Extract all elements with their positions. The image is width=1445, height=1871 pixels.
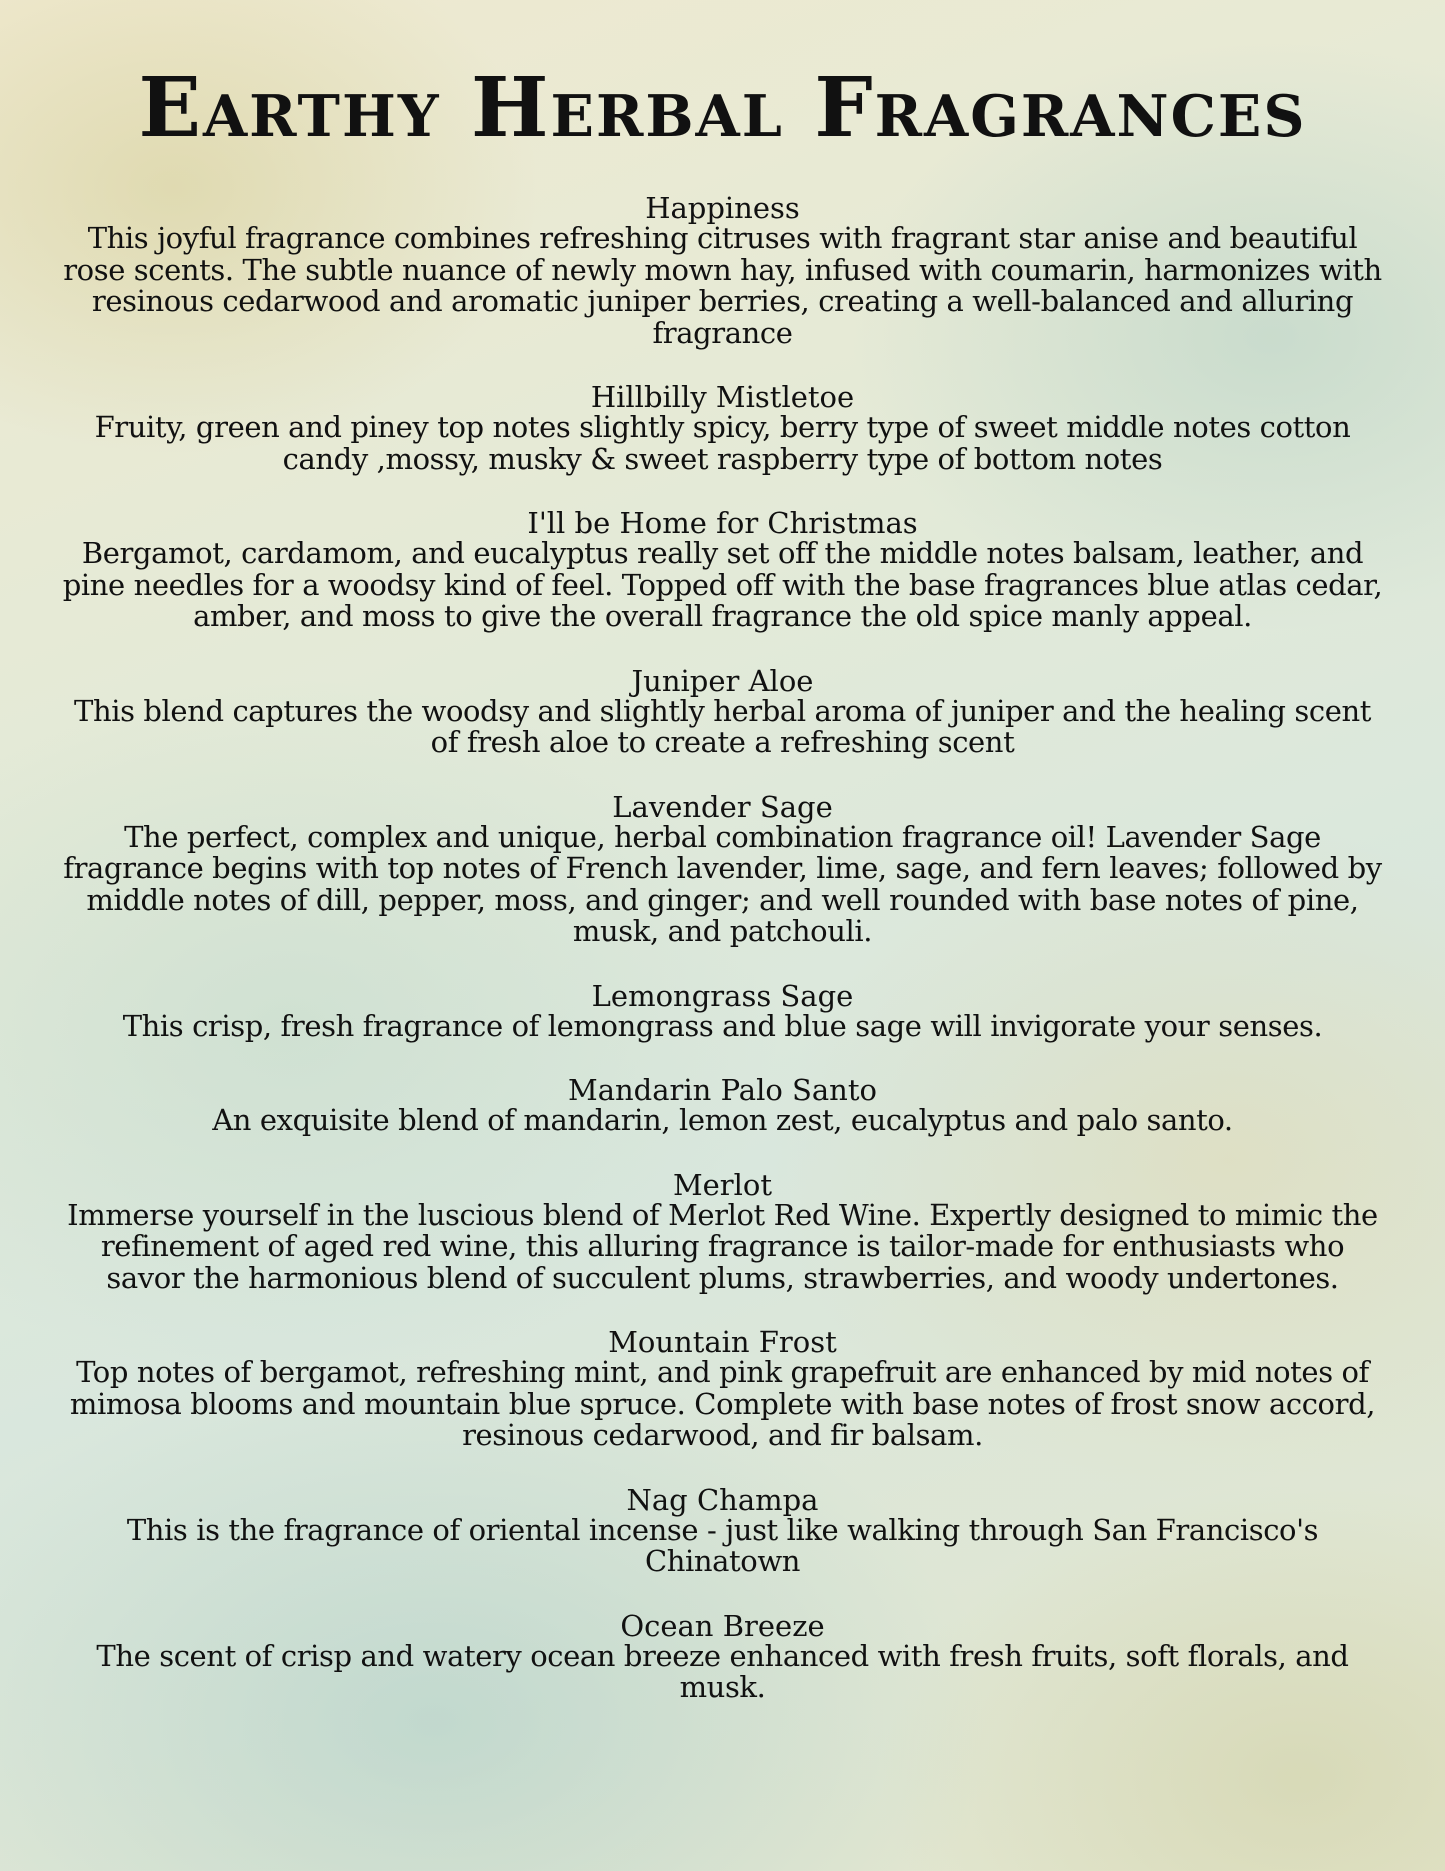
fragrance-description: This blend captures the woodsy and slightly herbal aroma of juniper and the healing scent of fresh aloe to create a refreshing scent: [74, 693, 1371, 759]
fragrance-description: This crisp, fresh fragrance of lemongrass and blue sage will invigorate your senses.: [122, 1008, 1323, 1043]
fragrance-name: Hillbilly Mistletoe: [590, 380, 855, 414]
fragrance-name: Lavender Sage: [612, 789, 833, 824]
fragrance-name: Ocean Breeze: [620, 1608, 825, 1643]
fragrance-list: [60, 193, 1385, 1737]
fragrance-entry: [60, 1167, 1385, 1295]
fragrance-name: I'll be Home for Christmas: [527, 506, 918, 540]
fragrance-name: Nag Champa: [626, 1482, 819, 1517]
fragrance-entry: [60, 978, 1385, 1043]
fragrance-description: Fruity, green and piney top notes slightly spicy, berry type of sweet middle notes cotton candy ,mossy, musky & sweet raspberry type of bottom notes: [94, 410, 1351, 476]
fragrance-name: Happiness: [645, 191, 800, 225]
fragrance-name: Mountain Frost: [608, 1325, 837, 1359]
fragrance-description: This is the fragrance of oriental incense - just like walking through San Francisco's Chinatown: [126, 1512, 1319, 1578]
fragrance-entry: [60, 382, 1385, 475]
fragrance-name: Lemongrass Sage: [591, 978, 854, 1013]
fragrance-entry: [60, 1482, 1385, 1578]
fragrance-description: Top notes of bergamot, refreshing mint, and pink grapefruit are enhanced by mid notes of mimosa blooms and mountain blue spruce. Complete with base notes of frost snow accord, resinous cedarwood, and fir balsam.: [69, 1355, 1376, 1452]
fragrance-entry: [60, 1608, 1385, 1704]
fragrance-name: Mandarin Palo Santo: [568, 1073, 877, 1107]
fragrance-description: This joyful fragrance combines refreshing citruses with fragrant star anise and beautiful rose scents. The subtle nuance of newly mown hay, infused with coumarin, harmonizes with resinous cedarwood and aromatic juniper berries, creating a well-balanced and alluring fragrance: [63, 221, 1382, 350]
fragrance-entry: [60, 193, 1385, 349]
fragrance-name: Juniper Aloe: [631, 663, 814, 698]
fragrance-entry: [60, 1327, 1385, 1452]
fragrance-entry: [60, 663, 1385, 759]
page-title: Earthy Herbal Fragrances: [138, 60, 1307, 156]
fragrance-description: The perfect, complex and unique, herbal combination fragrance oil! Lavender Sage fragrance begins with top notes of French lavender, lime, sage, and fern leaves; followed by middle notes of dill, pepper, moss, and ginger; and well rounded with base notes of pine, musk, and patchouli.: [63, 819, 1382, 948]
fragrance-name: Merlot: [672, 1167, 773, 1202]
fragrance-description: The scent of crisp and watery ocean breeze enhanced with fresh fruits, soft florals, and musk.: [96, 1638, 1349, 1704]
fragrance-description: An exquisite blend of mandarin, lemon zest, eucalyptus and palo santo.: [212, 1103, 1233, 1137]
fragrance-entry: [60, 789, 1385, 948]
fragrance-description: Immerse yourself in the luscious blend of Merlot Red Wine. Expertly designed to mimic the refinement of aged red wine, this alluring fragrance is tailor-made for enthusiasts who savor the harmonious blend of succulent plums, strawberries, and woody undertones.: [67, 1197, 1378, 1295]
fragrance-description: Bergamot, cardamom, and eucalyptus really set off the middle notes balsam, leather, and pine needles for a woodsy kind of feel. Topped off with the base fragrances blue atlas cedar, amber, and moss to give the overall fragrance the old spice manly appeal.: [62, 536, 1383, 633]
fragrance-entry: [60, 1075, 1385, 1137]
fragrance-entry: [60, 508, 1385, 633]
